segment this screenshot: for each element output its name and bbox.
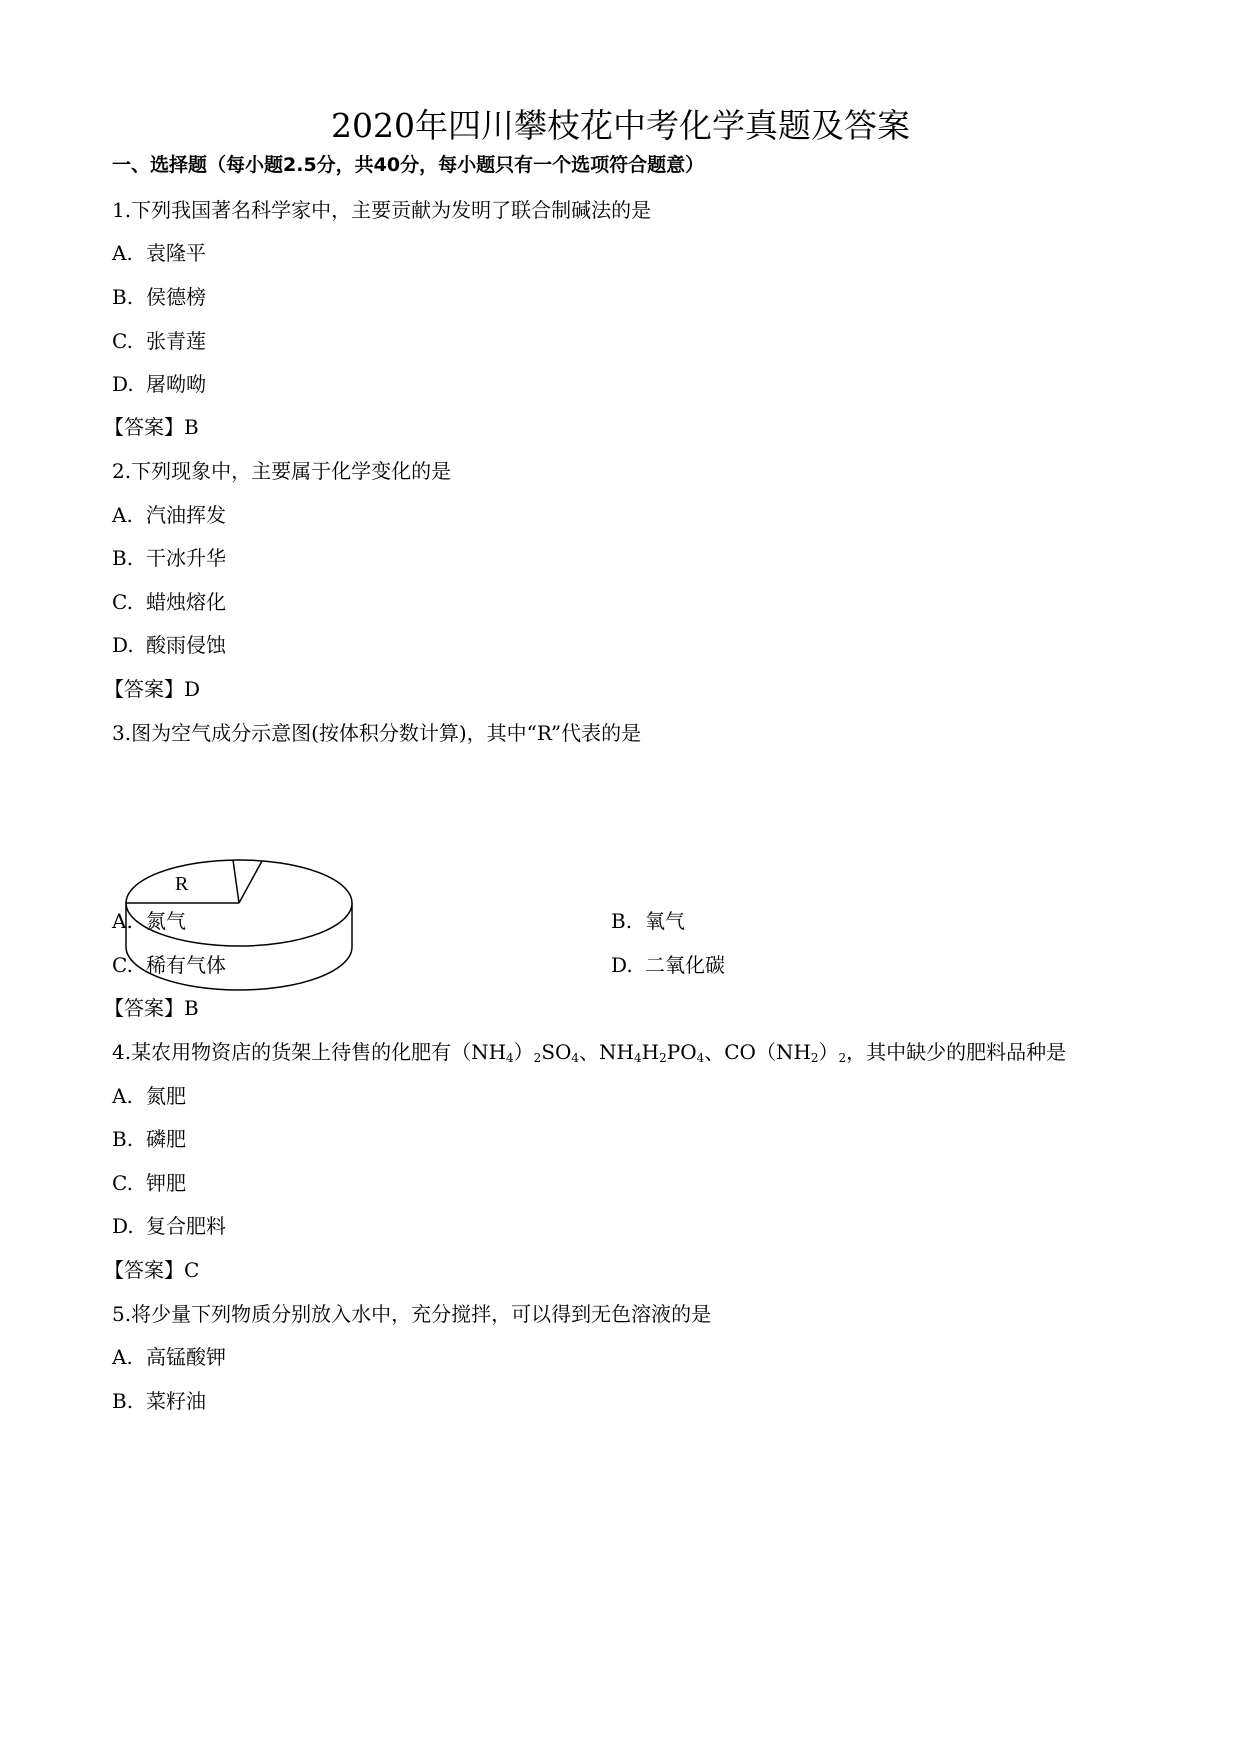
option-text: 菜籽油: [146, 1389, 206, 1413]
question-4-option-a: [112, 1082, 186, 1110]
option-text: 汽油挥发: [146, 503, 226, 527]
question-2-stem: 2.下列现象中，主要属于化学变化的是: [112, 459, 452, 483]
question-1-option-a: [112, 239, 206, 267]
option-text: 袁隆平: [146, 241, 206, 265]
question-3-option-c: [112, 951, 226, 979]
option-letter: D.: [611, 953, 633, 977]
option-text: 磷肥: [146, 1127, 186, 1151]
question-1-option-d: [112, 370, 206, 398]
question-2-option-a: [112, 501, 226, 529]
stem-text: 、CO（NH: [704, 1040, 811, 1064]
question-4-option-d: [112, 1212, 226, 1240]
option-text: 氧气: [645, 909, 685, 933]
subscript: 4: [696, 1051, 705, 1065]
stem-text: ）: [818, 1040, 839, 1064]
option-text: 干冰升华: [146, 546, 226, 570]
question-3-stem: 3.图为空气成分示意图(按体积分数计算)，其中“R”代表的是: [112, 721, 642, 745]
option-text: 侯德榜: [146, 285, 206, 309]
subscript: 2: [838, 1051, 847, 1065]
stem-text: ）: [513, 1040, 534, 1064]
option-text: 张青莲: [146, 329, 206, 353]
question-3-option-a: [112, 907, 186, 935]
subscript: 4: [506, 1051, 514, 1065]
option-text: 蜡烛熔化: [146, 590, 226, 614]
stem-text: 4.某农用物资店的货架上待售的化肥有（NH: [112, 1040, 507, 1064]
question-5-option-b: [112, 1387, 206, 1415]
option-letter: B.: [112, 1127, 134, 1151]
subscript: 4: [634, 1051, 642, 1065]
option-text: 二氧化碳: [645, 953, 725, 977]
section-heading: 一、选择题（每小题2.5分，共40分，每小题只有一个选项符合题意）: [112, 154, 705, 176]
stem-text: 、NH: [579, 1040, 635, 1064]
option-letter: B.: [112, 1389, 134, 1413]
question-5-stem: 5.将少量下列物质分别放入水中，充分搅拌，可以得到无色溶液的是: [112, 1302, 712, 1326]
option-letter: B.: [112, 285, 134, 309]
question-2-option-b: [112, 544, 226, 572]
subscript: 4: [571, 1051, 580, 1065]
option-letter: A.: [112, 241, 133, 265]
option-letter: C.: [112, 590, 133, 614]
option-letter: A.: [112, 909, 133, 933]
pie-label-r: R: [175, 873, 189, 895]
option-text: 氮肥: [146, 1084, 186, 1108]
option-text: 钾肥: [146, 1171, 186, 1195]
subscript: 2: [533, 1051, 542, 1065]
stem-text: SO: [541, 1040, 572, 1064]
question-1-option-c: [112, 327, 206, 355]
subscript: 2: [659, 1051, 667, 1065]
question-2-option-d: [112, 631, 226, 659]
question-4-stem: [112, 1038, 1066, 1066]
question-5-option-a: [112, 1343, 226, 1371]
stem-text: ，其中缺少的肥料品种是: [846, 1040, 1067, 1064]
question-2-option-c: [112, 588, 226, 616]
option-text: 屠呦呦: [146, 372, 206, 396]
question-4-option-b: [112, 1125, 186, 1153]
question-1-option-b: [112, 283, 206, 311]
question-4-option-c: [112, 1169, 186, 1197]
option-letter: C.: [112, 953, 133, 977]
option-text: 复合肥料: [146, 1214, 226, 1238]
option-letter: C.: [112, 329, 133, 353]
option-text: 稀有气体: [146, 953, 226, 977]
question-4-answer: 【答案】C: [104, 1258, 200, 1282]
option-letter: D.: [112, 633, 134, 657]
option-letter: B.: [611, 909, 633, 933]
question-3-option-b: [611, 907, 685, 935]
question-1-stem: 1.下列我国著名科学家中，主要贡献为发明了联合制碱法的是: [112, 198, 652, 222]
option-text: 高锰酸钾: [146, 1345, 226, 1369]
question-3-answer: 【答案】B: [104, 996, 199, 1020]
option-letter: D.: [112, 372, 134, 396]
question-3-option-d: [611, 951, 725, 979]
option-letter: A.: [112, 1345, 133, 1369]
option-letter: A.: [112, 503, 133, 527]
option-letter: D.: [112, 1214, 134, 1238]
question-1-answer: 【答案】B: [104, 415, 199, 439]
option-text: 酸雨侵蚀: [146, 633, 226, 657]
page-title: 2020年四川攀枝花中考化学真题及答案: [331, 106, 910, 145]
option-letter: B.: [112, 546, 134, 570]
stem-text: H: [641, 1040, 660, 1064]
subscript: 2: [810, 1051, 819, 1065]
option-text: 氮气: [146, 909, 186, 933]
stem-text: PO: [666, 1040, 697, 1064]
option-letter: A.: [112, 1084, 133, 1108]
question-2-answer: 【答案】D: [104, 677, 201, 701]
option-letter: C.: [112, 1171, 133, 1195]
